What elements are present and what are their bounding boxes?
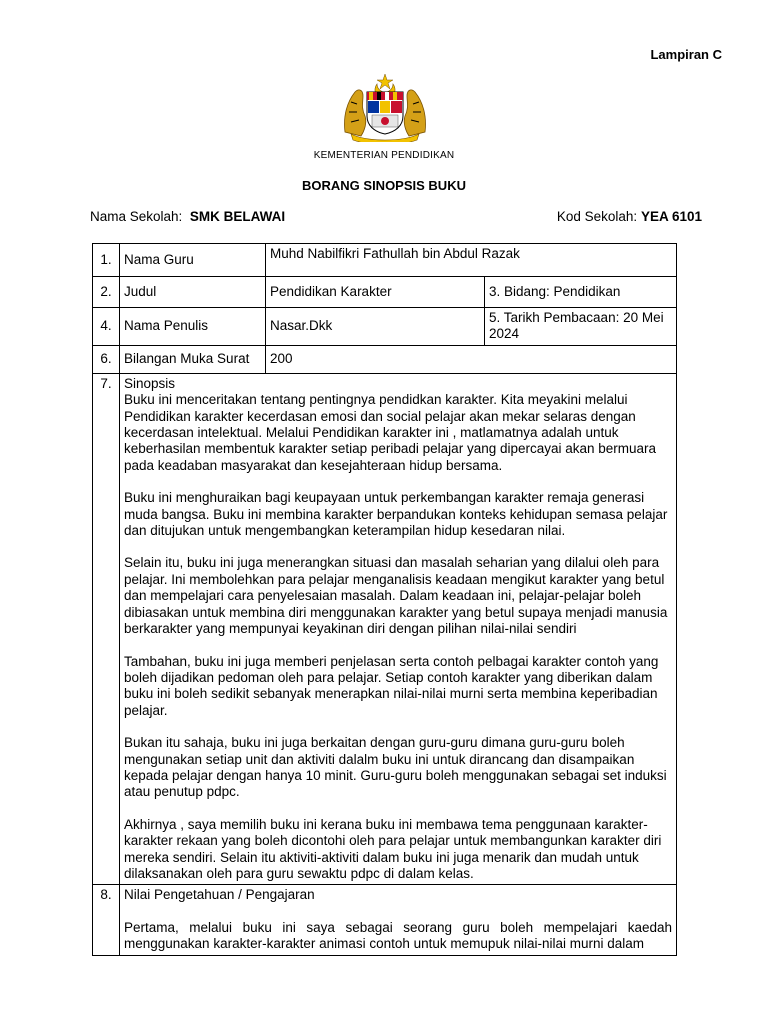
values-cell: [120, 885, 677, 955]
row-number: 8.: [93, 885, 120, 955]
synopsis-cell: [120, 373, 677, 885]
school-name-label: Nama Sekolah:: [90, 209, 183, 224]
synopsis-paragraph: Tambahan, buku ini juga memberi penjelasan serta contoh pelbagai karakter contoh yang boleh dijadikan pedoman oleh para pelajar. Setiap contoh karakter yang diberikan dalam buku ini boleh sedikit sebanyak menerapkan nilai-nilai murni serta membina keperibadian pelajar.: [124, 653, 659, 718]
school-name: [90, 209, 285, 224]
row-number: 1.: [93, 244, 120, 277]
coat-of-arms-icon: [339, 72, 431, 142]
row-teacher-name: [93, 244, 677, 277]
synopsis-paragraph: Akhirnya , saya memilih buku ini kerana buku ini membawa tema penggunaan karakter-karakter rekaan yang boleh dicontohi oleh para pelajar untuk membangunkan karakter diri mereka sendiri. Selain itu aktiviti-aktiviti dalam buku ini juga menarik dan mudah untuk dilaksanakan oleh para guru sewaktu pdpc di dalam kelas.: [124, 816, 662, 881]
row-book-title: [93, 277, 677, 308]
teacher-name-value: Muhd Nabilfikri Fathullah bin Abdul Razak: [266, 244, 677, 277]
field-label: Bilangan Muka Surat: [120, 345, 266, 373]
row-synopsis: [93, 373, 677, 885]
synopsis-form-table: [92, 243, 677, 956]
values-paragraph: Pertama, melalui buku ini saya sebagai seorang guru boleh mempelajari kaedah menggunakan karakter-karakter animasi contoh untuk memupuk nilai-nilai murni dalam: [124, 919, 673, 952]
school-name-value: SMK BELAWAI: [189, 209, 286, 224]
row-values: [93, 885, 677, 955]
row-number: 4.: [93, 308, 120, 346]
field-label: Nama Guru: [120, 244, 266, 277]
synopsis-paragraph: Buku ini menghuraikan bagi keupayaan untuk perkembangan karakter remaja generasi muda bangsa. Buku ini membina karakter berpandukan konteks kehidupan semasa pelajar dan ditujukan untuk mengembangkan keterampilan hidup kesedaran nilai.: [124, 490, 668, 539]
row-author: [93, 308, 677, 346]
field-label: Nama Penulis: [120, 308, 266, 346]
values-title: Nilai Pengetahuan / Pengajaran: [124, 887, 315, 903]
synopsis-paragraph: Selain itu, buku ini juga menerangkan situasi dan masalah seharian yang dilalui oleh para pelajar. Ini membolehkan para pelajar menganalisis keadaan mengikut karakter yang betul dan mempelajari cara penyelesaian masalah. Dalam keadaan ini, pelajar-pelajar boleh dibiasakan untuk membina diri menggunakan karakter yang betul supaya menjadi manusia berkarakter yang mempunyai keyakinan diri dengan pilihan nilai-nilai sendiri: [124, 555, 668, 637]
form-title: BORANG SINOPSIS BUKU: [302, 178, 466, 193]
book-title-value: Pendidikan Karakter: [266, 277, 485, 308]
page-count-value: 200: [266, 345, 677, 373]
ministry-name: KEMENTERIAN PENDIDIKAN: [313, 150, 455, 161]
row-page-count: [93, 345, 677, 373]
school-code: [557, 209, 702, 224]
row-number: 2.: [93, 277, 120, 308]
field-reading-date: 5. Tarikh Pembacaan: 20 Mei 2024: [485, 308, 677, 346]
attachment-label: Lampiran C: [650, 47, 722, 62]
author-value: Nasar.Dkk: [266, 308, 485, 346]
school-code-label: Kod Sekolah:: [556, 209, 638, 224]
synopsis-paragraph: Bukan itu sahaja, buku ini juga berkaitan dengan guru-guru dimana guru-guru boleh mengunakan setiap unit dan aktiviti dalalm buku ini untuk dirancang dan disampaikan kepada pelajar dengan hanya 10 minit. Guru-guru boleh menggunakan sebagai set induksi atau penutup pdpc.: [124, 735, 667, 800]
synopsis-paragraph: Buku ini menceritakan tentang pentingnya pendidkan karakter. Kita meyakini melalui Pendidikan karakter kecerdasan emosi dan social pelajar akan mekar selaras dengan kecerdasan intelektual. Melalui Pendidikan karakter ini , matlamatnya adalah untuk keberhasilan membentuk karakter setiap peribadi pelajar yang dipercayai akan bermuara pada keadaban masyarakat dan kesejahteraan hidup bersama.: [124, 392, 657, 473]
synopsis-title: Sinopsis: [124, 375, 176, 391]
row-number: 7.: [93, 373, 120, 885]
field-label: Judul: [120, 277, 266, 308]
school-code-value: YEA 6101: [640, 209, 702, 224]
field-bidang: 3. Bidang: Pendidikan: [485, 277, 677, 308]
row-number: 6.: [93, 345, 120, 373]
